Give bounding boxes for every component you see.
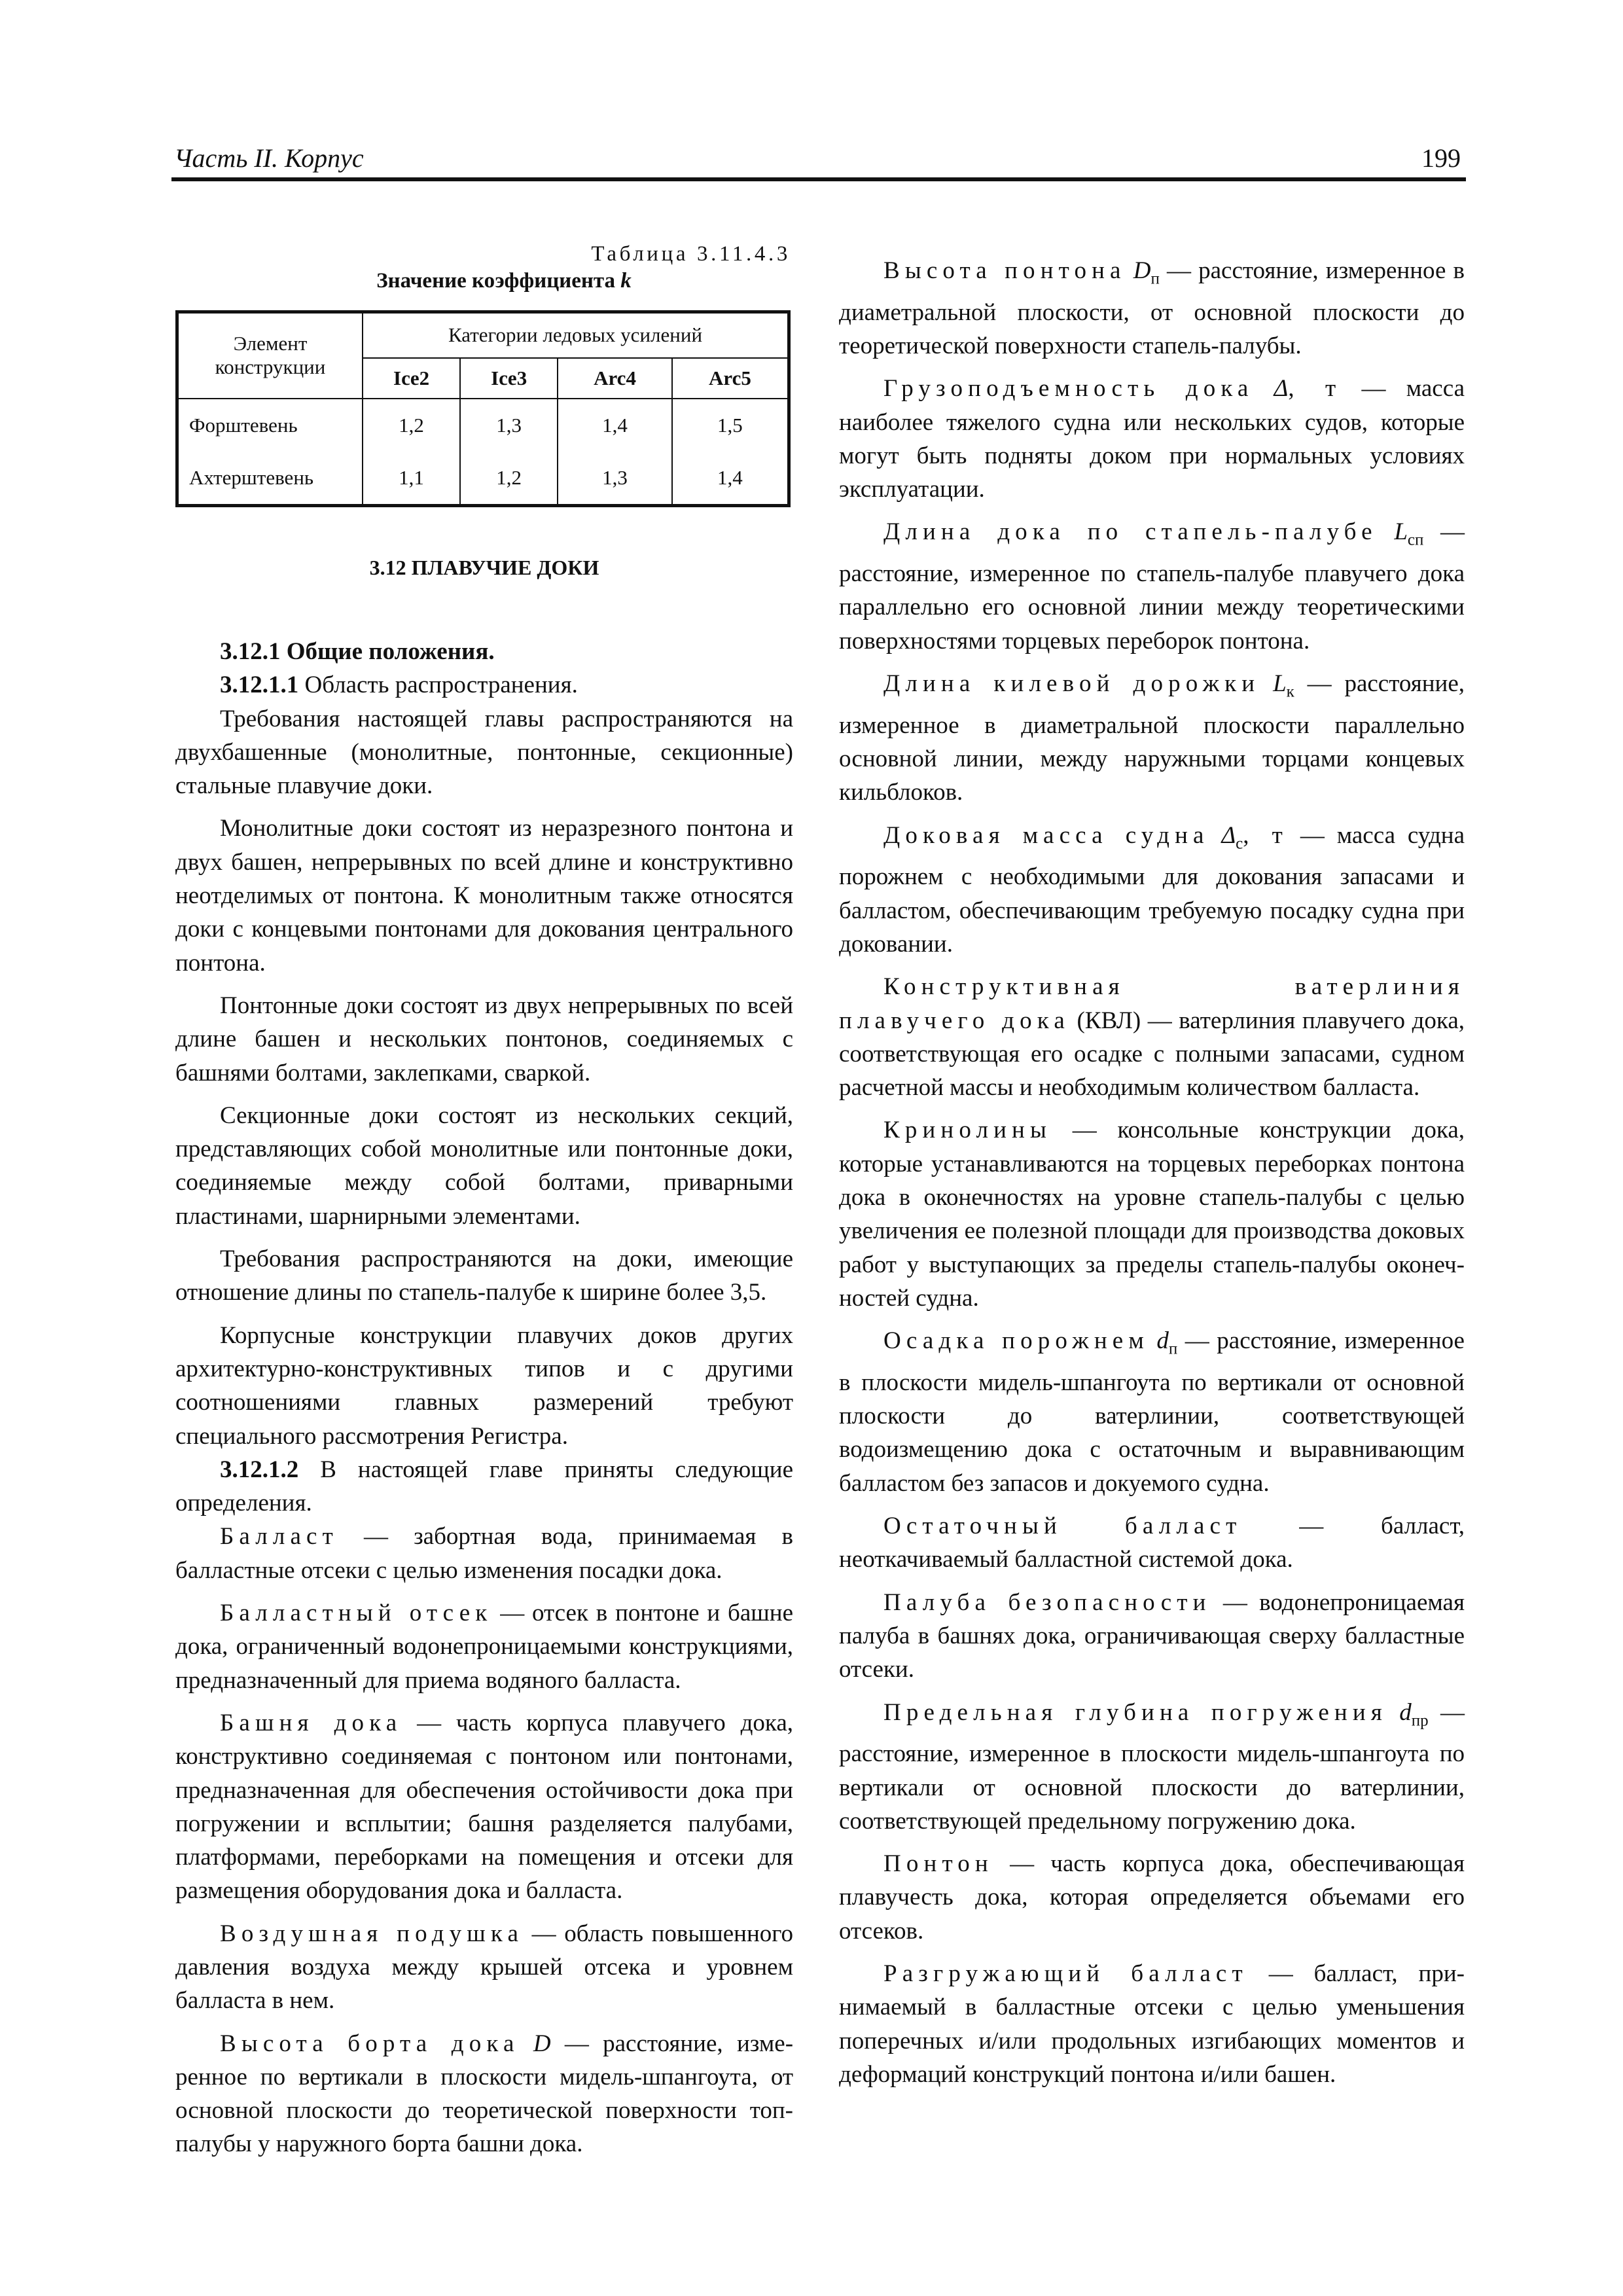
- table-cell: 1,2: [363, 399, 460, 452]
- table-row: [177, 399, 789, 452]
- definition-body: — забортная вода, принимаемая в балластные отсеки с целью изменения посадки дока.: [175, 1523, 793, 1584]
- definition-paragraph: [839, 1586, 1465, 1687]
- right-column: [839, 254, 1465, 2091]
- definition-term: Высота понтона: [883, 257, 1126, 284]
- header-rule: [171, 177, 1466, 181]
- definition-subscript: п: [1168, 1340, 1178, 1358]
- definitions-list-left: [175, 1520, 793, 2161]
- paragraph: Корпусные конструкции плавучих доков других архитектурно-конструктивных типов и с другими соотношениями главных размерений требуют специального рассмотрения Регистра.: [175, 1321, 793, 1450]
- definition-term: Балласт: [220, 1523, 338, 1551]
- table-title: Значение коэффициента k: [376, 269, 632, 293]
- definition-subscript: пр: [1411, 1711, 1429, 1729]
- paragraph: Монолитные доки состоят из неразрезного понтона и двух башен, непрерывных по всей длине и конструктивно неотделимых от понтона. К монолитным также относятся доки с концевыми понтонами для докования центрального понтона.: [175, 815, 793, 977]
- definition-body: (КВЛ) — ватерлиния плавучего дока, соответствующая его осадке с полными запасами, судном расчетной массы и необходимым количеством балласта.: [839, 1007, 1465, 1102]
- table-caption: Таблица 3.11.4.3: [591, 242, 791, 266]
- definition-body: — часть корпуса дока, обеспечивающая плавучесть дока, которая определяется объемами его отсеков.: [839, 1850, 1465, 1945]
- definition-term: Грузоподъемность дока: [883, 375, 1254, 403]
- paragraph: Секционные доки состоят из нескольких секций, представляющих собой монолитные или понтонные доки, соединяемые между собой болтами, приварными пластинами, шарнирными элементами.: [175, 1102, 793, 1230]
- row-label: Форштевень: [177, 399, 363, 452]
- table-cell: 1,2: [460, 452, 558, 506]
- definition-subscript: с: [1236, 834, 1243, 853]
- definition-unit: , т: [1243, 821, 1288, 849]
- column-header-categories: Категории ледовых усилений: [363, 312, 789, 358]
- table-row: [177, 452, 789, 506]
- paragraph: Понтонные доки состоят из двух непрерывных по всей длине башен и нескольких понтонов, соединяемых с башнями болтами, заклепками, сваркой.: [175, 992, 793, 1086]
- row-label: Ахтерштевень: [177, 452, 363, 506]
- definition-symbol: d: [1156, 1327, 1169, 1355]
- definition-paragraph: [839, 1957, 1465, 2091]
- table-cell: 1,5: [672, 399, 789, 452]
- definition-paragraph: [175, 2027, 793, 2161]
- clause-heading: 3.12.1.1 Область распространения.: [220, 672, 578, 699]
- definition-paragraph: [839, 1696, 1465, 1839]
- definition-term: Кринолины: [883, 1117, 1052, 1144]
- definition-term: Предельная глубина погружения: [883, 1698, 1387, 1726]
- definition-term: Понтон: [883, 1850, 993, 1878]
- definition-paragraph: [839, 372, 1465, 506]
- definition-paragraph: [839, 1324, 1465, 1500]
- definition-term: Длина килевой дорожки: [883, 670, 1260, 698]
- definition-body: — расстояние, измеренное в плоскости мидель-шпангоута по вертикали от основной плоскости до ватерлинии, соответствующей предельному погружению дока.: [839, 1698, 1465, 1835]
- definition-body: — балласт, принимаемый в балластные отсеки с целью уменьшения поперечных и/или продольных изгибающих моментов и деформаций конструкций понтона и/или башен.: [839, 1960, 1465, 2088]
- definition-paragraph: [839, 1847, 1465, 1948]
- definition-body: — масса наиболее тяжелого судна или нескольких судов, которые могут быть подняты доком при нормальных условиях эксплуатации.: [839, 375, 1465, 503]
- definition-term: Длина дока по стапель-палубе: [883, 518, 1378, 546]
- definition-subscript: к: [1286, 683, 1294, 701]
- subsection-heading: 3.12.1 Общие положения.: [220, 638, 495, 665]
- definition-term: Палуба безопасности: [883, 1588, 1211, 1616]
- category-header: Arc4: [558, 358, 672, 399]
- definition-body: — отсек в понтоне и башне дока, ограниченный водонепроницаемыми конструкциями, предназначенный для приема водяного балласта.: [175, 1600, 793, 1694]
- definition-term: Конструктивная ватерлиния плавучего дока: [839, 973, 1465, 1034]
- column-header-element: Элемент конструкции: [177, 312, 363, 399]
- definition-paragraph: [839, 667, 1465, 810]
- definition-body: — расстояние, измеренное по стапель-палубе плавучего дока параллельно его основной линии между теоретическими поверхностями торцевых переборок понтона.: [839, 518, 1465, 655]
- definition-paragraph: [839, 970, 1465, 1104]
- definition-body: — водонепроницаемая палуба в башнях дока, ограничивающая сверху балластные отсеки.: [839, 1588, 1465, 1683]
- definition-paragraph: [175, 1596, 793, 1697]
- definition-paragraph: [175, 1520, 793, 1587]
- definition-paragraph: [175, 1917, 793, 2018]
- running-title: Часть II. Корпус: [174, 143, 364, 173]
- definition-symbol: L: [1273, 670, 1287, 698]
- table-cell: 1,1: [363, 452, 460, 506]
- category-header: Ice2: [363, 358, 460, 399]
- definition-body: — расстояние, измеренное по вертикали в плоскости мидель-шпангоута, от основной плоскости до теоретической поверхности топ-палубы у наружного борта башни дока.: [175, 2030, 794, 2158]
- definition-term: Разгружающий балласт: [883, 1960, 1248, 1987]
- definition-symbol: L: [1394, 518, 1408, 546]
- definitions-list-right: [839, 254, 1465, 2091]
- definition-body: — балласт, неоткачиваемый балластной системой дока.: [839, 1513, 1465, 1573]
- definition-paragraph: [839, 1113, 1465, 1315]
- definition-body: — часть корпуса плавучего дока, конструктивно соединяемая с понтоном или понтонами, предназначенная для обеспечения остойчивости дока при погружении и всплытии; башня разделяется палубами, платформами, переборками на помещения и отсеки для размещения оборудования дока и балласта.: [175, 1709, 793, 1905]
- table-cell: 1,4: [558, 399, 672, 452]
- definition-paragraph: [175, 1706, 793, 1908]
- definition-symbol: d: [1399, 1698, 1412, 1726]
- definition-body: — расстояние, измеренное в плоскости мидель-шпангоута по вертикали от основной плоскости до ватерлинии, соответствующей водоизмещению дока с остаточным и выравнивающим балластом без запасов и докуемого судна.: [839, 1327, 1465, 1497]
- left-column: [175, 242, 793, 2161]
- definition-term: Высота борта дока: [220, 2030, 520, 2057]
- table-cell: 1,3: [460, 399, 558, 452]
- definition-subscript: п: [1150, 270, 1160, 288]
- definition-term: Доковая масса судна: [883, 821, 1209, 849]
- definition-term: Осадка порожнем: [883, 1327, 1149, 1355]
- definition-paragraph: [839, 1509, 1465, 1577]
- definition-term: Воздушная подушка: [220, 1920, 524, 1947]
- coefficient-table: [175, 310, 791, 507]
- clause-heading: 3.12.1.2 В настоящей главе приняты следующие определения.: [175, 1456, 793, 1517]
- definition-body: — область повышенного давления воздуха между крышей отсека и уровнем балласта в нем.: [175, 1920, 794, 2015]
- definition-symbol: D: [533, 2030, 551, 2057]
- table-cell: 1,4: [672, 452, 789, 506]
- definition-symbol: Δ: [1274, 375, 1289, 403]
- definition-term: Остаточный балласт: [883, 1513, 1242, 1540]
- section-title: 3.12 ПЛАВУЧИЕ ДОКИ: [369, 556, 599, 579]
- definition-paragraph: [839, 819, 1465, 961]
- definition-subscript: сп: [1407, 531, 1424, 549]
- paragraph: Требования настоящей главы распространяются на двухбашенные (монолитные, понтонные, секционные) стальные плавучие доки.: [175, 705, 793, 800]
- category-header: Ice3: [460, 358, 558, 399]
- definition-symbol: D: [1133, 257, 1151, 284]
- paragraph: Требования распространяются на доки, имеющие отношение длины по стапель-палубе к ширине более 3,5.: [175, 1246, 793, 1306]
- definition-term: Башня дока: [220, 1709, 402, 1736]
- definition-body: — консольные конструкции дока, которые устанавливаются на торцевых переборках понтона дока в оконечностях на уровне стапель-палубы с целью увеличения ее полезной площади для производства доковых работ у выступающих за пределы стапель-палубы оконечностей судна.: [839, 1117, 1465, 1312]
- definition-symbol: Δ: [1221, 821, 1236, 849]
- definition-body: — расстояние, измеренное в диаметральной плоскости, от основной плоскости до теоретической поверхности стапель-палубы.: [839, 257, 1465, 359]
- definition-term: Балластный отсек: [220, 1600, 493, 1627]
- table-cell: 1,3: [558, 452, 672, 506]
- definition-body: — масса судна порожнем с необходимыми для докования запасами и балластом, обеспечивающим требуемую посадку судна при доковании.: [839, 821, 1465, 958]
- definition-body: — расстояние, измеренное в диаметральной плоскости параллельно основной линии, между наружными торцами концевых кильблоков.: [839, 670, 1465, 806]
- definition-paragraph: [839, 515, 1465, 658]
- definition-unit: , т: [1288, 375, 1342, 403]
- category-header: Arc5: [672, 358, 789, 399]
- page-number: 199: [1421, 143, 1461, 173]
- definition-paragraph: [839, 254, 1465, 363]
